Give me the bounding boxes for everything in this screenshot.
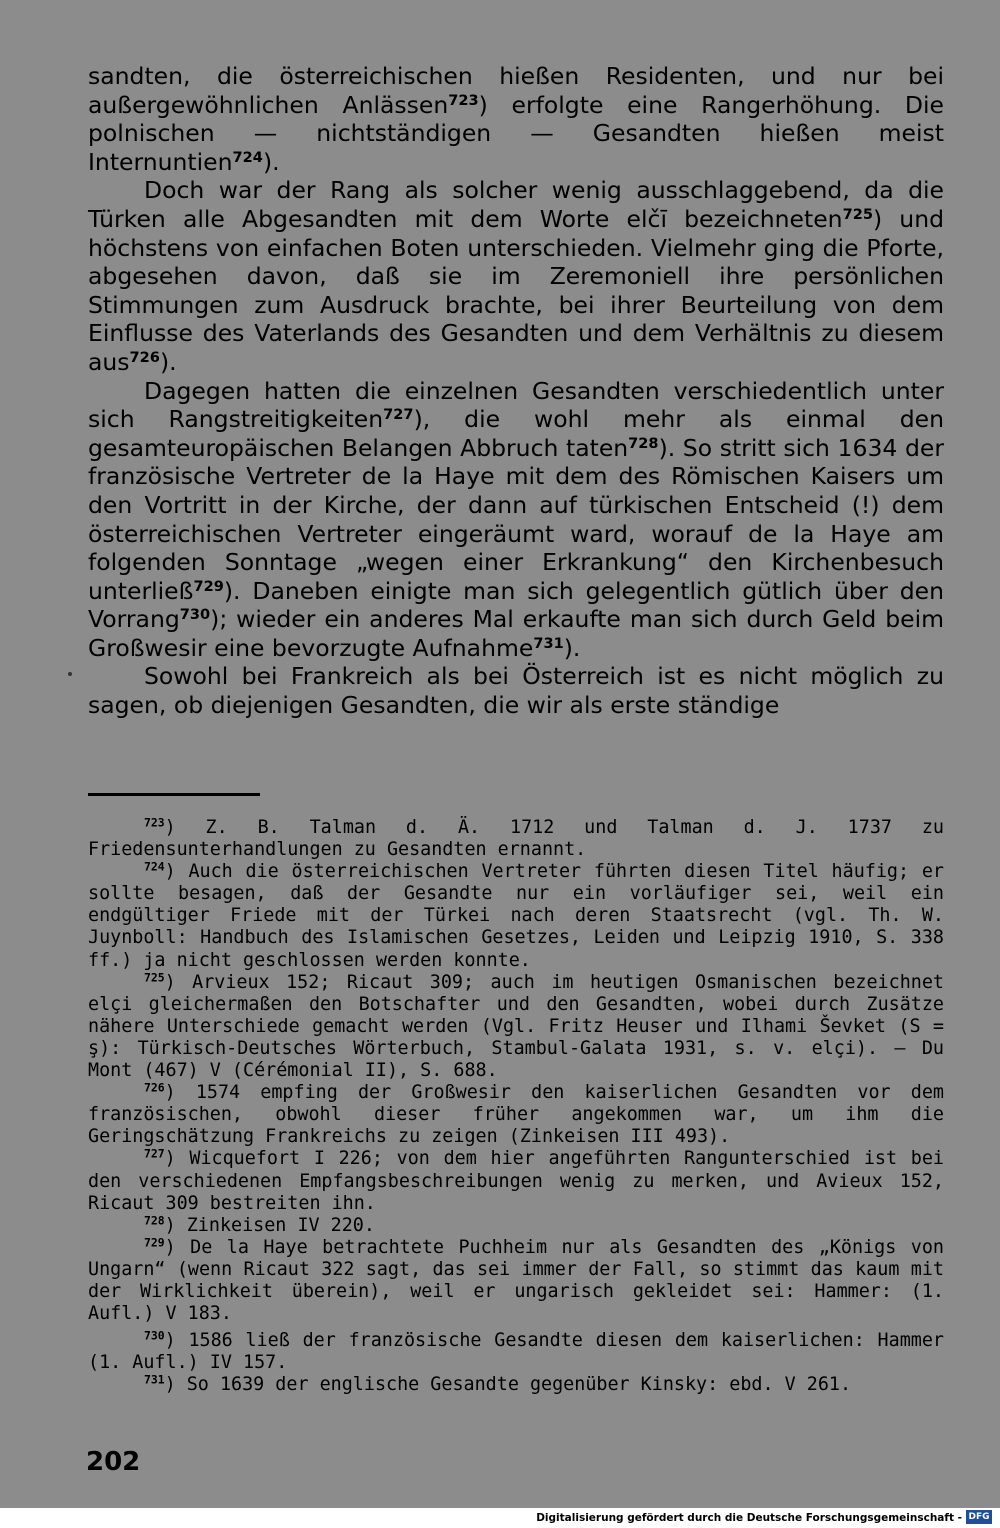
footnote-separator bbox=[88, 793, 260, 796]
paragraph-text: ). bbox=[262, 147, 280, 176]
footnote-number: 731 bbox=[144, 1373, 165, 1388]
paragraph-text: Dagegen hatten die einzelnen Gesandten verschiedentlich unter sich Rangstreitigkeiten bbox=[88, 376, 944, 434]
footnotes bbox=[88, 817, 944, 1396]
footnote-number: 725 bbox=[144, 970, 165, 985]
page-number: 202 bbox=[86, 1447, 141, 1477]
footnote bbox=[88, 1215, 944, 1237]
footnote bbox=[88, 972, 944, 1082]
footnote-text: ) Arvieux 152; Ricaut 309; auch im heutigen Osmanischen bezeichnet elçi gleichermaßen den Botschafter und den Gesandten, wobei durch Zusätze nähere Unterschiede gemacht werden (Vgl. Fritz Heuser und Ilhami Ševket (S = ş): Türkisch-Deutsches Wörterbuch, Stambul-Galata 1931, s. v. elçi). — Du Mont (467) V (Cérémonial II), S. 688. bbox=[88, 971, 944, 1082]
footnote-number: 729 bbox=[144, 1235, 165, 1250]
footnote bbox=[88, 817, 944, 861]
footnote-number: 728 bbox=[144, 1213, 165, 1228]
footnote-number: 730 bbox=[144, 1328, 165, 1343]
footnote-reference[interactable]: 725 bbox=[842, 205, 873, 223]
footnote-reference[interactable]: 726 bbox=[129, 348, 160, 366]
paragraph-text: ) erfolgte eine Rangerhöhung. Die polnischen — nichtständigen — Gesandten hießen meist Internuntien bbox=[88, 90, 944, 176]
paragraph bbox=[88, 662, 944, 719]
footnote-reference[interactable]: 730 bbox=[179, 606, 211, 624]
paragraph-text: ), die wohl mehr als einmal den gesamteuropäischen Belangen Abbruch taten bbox=[88, 405, 944, 462]
footnote-text: ) 1586 ließ der französische Gesandte diesen dem kaiserlichen: Hammer (1. Aufl.) IV 157. bbox=[88, 1330, 944, 1374]
footnote-number: 723 bbox=[144, 815, 165, 830]
paragraph-text: ). Daneben einigte man sich gelegentlich gütlich über den Vorrang bbox=[88, 576, 944, 634]
footnote-text: ) Wicquefort I 226; von dem hier angeführten Rangunterschied ist bei den verschiedenen Empfangsbeschreibungen wenig zu merken, und Avieux 152, Ricaut 309 bestreiten ihn. bbox=[88, 1148, 944, 1214]
paragraph-text: ). So stritt sich 1634 der französische Vertreter de la Haye mit dem des Römischen Kaisers um den Vortritt in der Kirche, der dann auf türkischen Entscheid (!) dem österreichischen Vertreter eingeräumt ward, worauf de la Haye am folgenden Sonntage „wegen einer Erkrankung“ den Kirchenbesuch unterließ bbox=[88, 433, 944, 605]
paragraph-text: ); wieder ein anderes Mal erkaufte man sich durch Geld beim Großwesir eine bevorzugte Aufnahme bbox=[88, 605, 944, 662]
footnote bbox=[88, 1237, 944, 1325]
footnote bbox=[88, 1148, 944, 1214]
footnote bbox=[88, 1374, 944, 1396]
footnote bbox=[88, 1082, 944, 1148]
paragraph-text: ). bbox=[563, 633, 581, 662]
footnote-number: 727 bbox=[144, 1147, 165, 1162]
footnote-reference[interactable]: 729 bbox=[193, 577, 224, 595]
footnote-reference[interactable]: 731 bbox=[533, 634, 564, 652]
paragraph-text: Sowohl bei Frankreich als bei Österreich ist es nicht möglich zu sagen, ob diejenigen Gesandten, die wir als erste ständige bbox=[88, 662, 944, 720]
footnote-text: ) Zinkeisen IV 220. bbox=[164, 1214, 375, 1236]
footnote bbox=[88, 861, 944, 971]
footnote bbox=[88, 1330, 944, 1374]
footnote-number: 726 bbox=[144, 1080, 165, 1095]
footnote-number: 724 bbox=[144, 859, 165, 874]
paragraph bbox=[88, 377, 944, 663]
paragraph bbox=[88, 62, 944, 176]
footnote-text: ) De la Haye betrachtete Puchheim nur als Gesandten des „Königs von Ungarn“ (wenn Ricaut 322 sagt, das sei immer der Fall, so stimmt das kaum mit der Wirklichkeit überein), weil er ungarisch gekleidet sei: Hammer: (1. Aufl.) V 183. bbox=[88, 1236, 944, 1325]
footnote-text: ) 1574 empfing der Großwesir den kaiserlichen Gesandten vor dem französischen, obwohl dieser früher angekommen war, um ihm die Geringschätzung Frankreichs zu zeigen (Zinkeisen III 493). bbox=[88, 1082, 944, 1148]
paragraph-text: Doch war der Rang als solcher wenig ausschlaggebend, da die Türken alle Abgesandten mit dem Worte elčī bezeichneten bbox=[88, 176, 944, 233]
dfg-logo: DFG bbox=[966, 1510, 992, 1524]
paragraph-text: ). bbox=[159, 347, 177, 376]
footnote-text: ) Z. B. Talman d. Ä. 1712 und Talman d. J. 1737 zu Friedensunterhandlungen zu Gesandten ernannt. bbox=[88, 817, 944, 861]
footnote-text: ) Auch die österreichischen Vertreter führten diesen Titel häufig; er sollte besagen, daß der Gesandte nur ein vorläufiger sei, weil ein endgültiger Friede mit der Türkei nach deren Staatsrecht (vgl. Th. W. Juynboll: Handbuch des Islamischen Gesetzes, Leiden und Leipzig 1910, S. 338 ff.) ja nicht geschlossen werden konnte. bbox=[88, 861, 944, 971]
paragraph-text: ) und höchstens von einfachen Boten unterschieden. Vielmehr ging die Pforte, abgesehen davon, daß sie im Zeremoniell ihre persönlichen Stimmungen zum Ausdruck brachte, bei ihrer Beurteilung von dem Einflusse des Vaterlands des Gesandten und dem Verhältnis zu diesem aus bbox=[88, 204, 944, 376]
margin-mark bbox=[68, 672, 72, 676]
paragraph-text: sandten, die österreichischen hießen Residenten, und nur bei außergewöhnlichen Anlässen bbox=[88, 62, 944, 119]
footnote-text: ) So 1639 der englische Gesandte gegenüber Kinsky: ebd. V 261. bbox=[164, 1374, 852, 1396]
footnote-reference[interactable]: 727 bbox=[383, 406, 414, 424]
footnote-reference[interactable]: 724 bbox=[232, 148, 263, 166]
footnote-reference[interactable]: 723 bbox=[448, 91, 479, 109]
digitization-credit: Digitalisierung gefördert durch die Deutsche Forschungsgemeinschaft - bbox=[536, 1512, 962, 1524]
paragraph bbox=[88, 176, 944, 376]
footnote-reference[interactable]: 728 bbox=[628, 434, 659, 452]
body-text bbox=[88, 62, 944, 720]
